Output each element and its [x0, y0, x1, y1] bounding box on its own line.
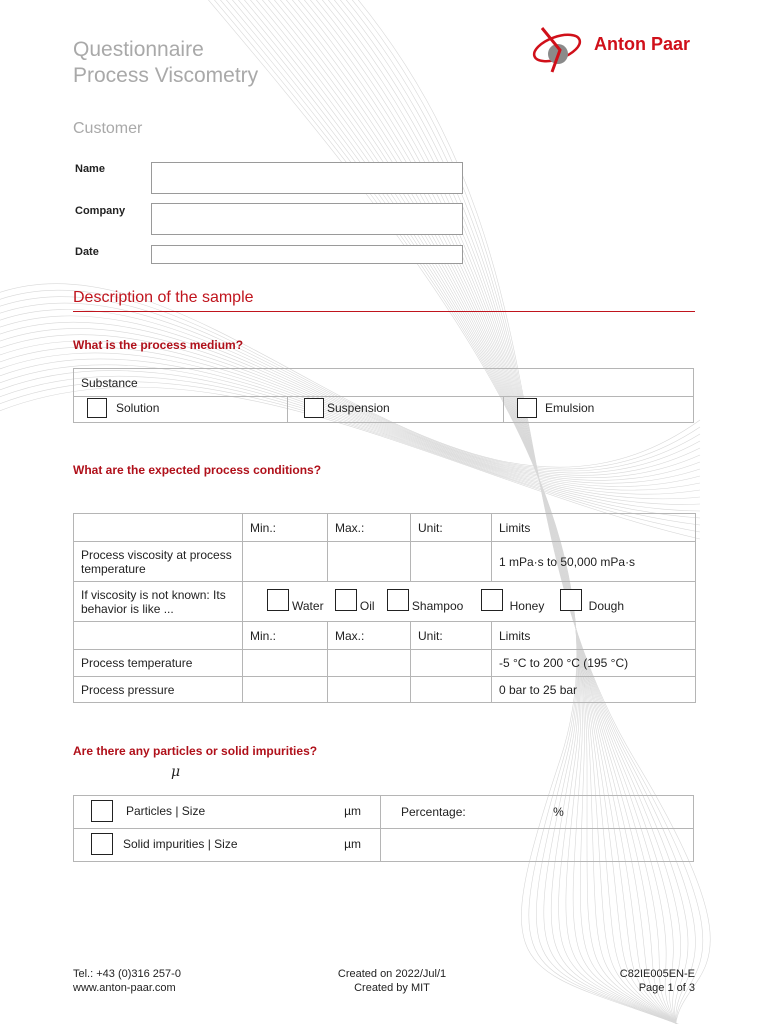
- footer-tel: Tel.: +43 (0)316 257-0: [73, 968, 181, 980]
- header-min: Min.:: [243, 514, 328, 542]
- emulsion-checkbox[interactable]: [517, 398, 537, 418]
- subheader-limits: Limits: [492, 622, 696, 650]
- percentage-unit: %: [553, 805, 564, 819]
- footer-doc-info: [560, 967, 695, 995]
- solution-label: Solution: [116, 401, 160, 415]
- particles-table: [73, 795, 694, 862]
- name-label: Name: [75, 163, 105, 175]
- pressure-limits: 0 bar to 25 bar: [492, 677, 696, 703]
- solution-checkbox[interactable]: [87, 398, 107, 418]
- date-label: Date: [75, 246, 99, 258]
- suspension-label: Suspension: [327, 401, 390, 415]
- conditions-subheader-blank: [74, 622, 243, 650]
- pressure-min-input[interactable]: [243, 677, 328, 703]
- mu-symbol: μ: [171, 764, 181, 780]
- impurities-unit: µm: [344, 836, 361, 851]
- temperature-min-input[interactable]: [243, 650, 328, 677]
- logo-wordmark: Anton Paar: [594, 34, 691, 54]
- pressure-label: Process pressure: [74, 677, 243, 703]
- subheader-max: Max.:: [328, 622, 411, 650]
- company-field[interactable]: [151, 203, 463, 235]
- percentage-cell[interactable]: [381, 796, 694, 829]
- conditions-table: [73, 513, 696, 703]
- temperature-limits: -5 °C to 200 °C (195 °C): [492, 650, 696, 677]
- option-suspension[interactable]: [288, 397, 504, 423]
- viscosity-unit-input[interactable]: [411, 542, 492, 582]
- particles-checkbox[interactable]: [91, 800, 113, 822]
- footer-website-link[interactable]: www.anton-paar.com: [73, 982, 176, 994]
- question-process-medium: What is the process medium?: [73, 338, 244, 352]
- viscosity-min-input[interactable]: [243, 542, 328, 582]
- header-limits: Limits: [492, 514, 696, 542]
- footer-doc-id: C82IE005EN-E: [619, 968, 695, 980]
- pressure-unit-input[interactable]: [411, 677, 492, 703]
- behavior-options: [243, 582, 696, 622]
- viscosity-max-input[interactable]: [328, 542, 411, 582]
- document-title-line2: Process Viscometry: [73, 64, 259, 87]
- honey-checkbox[interactable]: [481, 589, 503, 611]
- temperature-label: Process temperature: [74, 650, 243, 677]
- footer-created-by: Created by MIT: [354, 982, 430, 994]
- subheader-min: Min.:: [243, 622, 328, 650]
- viscosity-label: Process viscosity at process temperature: [74, 542, 243, 582]
- option-solution[interactable]: [74, 397, 288, 423]
- impurities-row[interactable]: [74, 829, 381, 862]
- shampoo-checkbox[interactable]: [387, 589, 409, 611]
- footer-created-on: Created on 2022/Jul/1: [337, 968, 447, 980]
- conditions-header-blank: [74, 514, 243, 542]
- shampoo-label: Shampoo: [411, 599, 464, 613]
- oil-checkbox[interactable]: [335, 589, 357, 611]
- question-process-conditions: What are the expected process conditions?: [73, 463, 322, 477]
- water-checkbox[interactable]: [267, 589, 289, 611]
- emulsion-label: Emulsion: [545, 401, 595, 415]
- section-divider: [73, 311, 695, 312]
- honey-label: Honey: [509, 599, 545, 613]
- unknown-viscosity-label: If viscosity is not known: Its behavior is like ...: [74, 582, 243, 622]
- substance-table: [73, 368, 694, 423]
- particles-label: Particles | Size: [126, 803, 206, 818]
- footer-page-number: Page 1 of 3: [638, 982, 695, 994]
- footer-contact: [73, 967, 181, 995]
- particles-row[interactable]: [74, 796, 381, 829]
- name-field[interactable]: [151, 162, 463, 194]
- footer-created: [300, 967, 484, 995]
- percentage-label: Percentage:: [401, 805, 466, 819]
- pressure-max-input[interactable]: [328, 677, 411, 703]
- temperature-unit-input[interactable]: [411, 650, 492, 677]
- company-label: Company: [75, 205, 126, 217]
- particles-unit: µm: [344, 803, 361, 818]
- question-particles: Are there any particles or solid impurities?: [73, 744, 318, 758]
- dough-checkbox[interactable]: [560, 589, 582, 611]
- oil-label: Oil: [359, 599, 375, 613]
- temperature-max-input[interactable]: [328, 650, 411, 677]
- section-title-sample: Description of the sample: [73, 289, 254, 306]
- impurities-checkbox[interactable]: [91, 833, 113, 855]
- customer-heading: Customer: [73, 120, 143, 137]
- header-unit: Unit:: [411, 514, 492, 542]
- document-title-line1: Questionnaire: [73, 38, 204, 61]
- subheader-unit: Unit:: [411, 622, 492, 650]
- header-max: Max.:: [328, 514, 411, 542]
- impurities-label: Solid impurities | Size: [123, 836, 238, 851]
- impurities-extra-cell[interactable]: [381, 829, 694, 862]
- option-emulsion[interactable]: [504, 397, 694, 423]
- viscosity-limits: 1 mPa·s to 50,000 mPa·s: [492, 542, 696, 582]
- date-field[interactable]: [151, 245, 463, 264]
- substance-label: Substance: [74, 369, 694, 397]
- dough-label: Dough: [588, 599, 625, 613]
- suspension-checkbox[interactable]: [304, 398, 324, 418]
- water-label: Water: [292, 599, 324, 613]
